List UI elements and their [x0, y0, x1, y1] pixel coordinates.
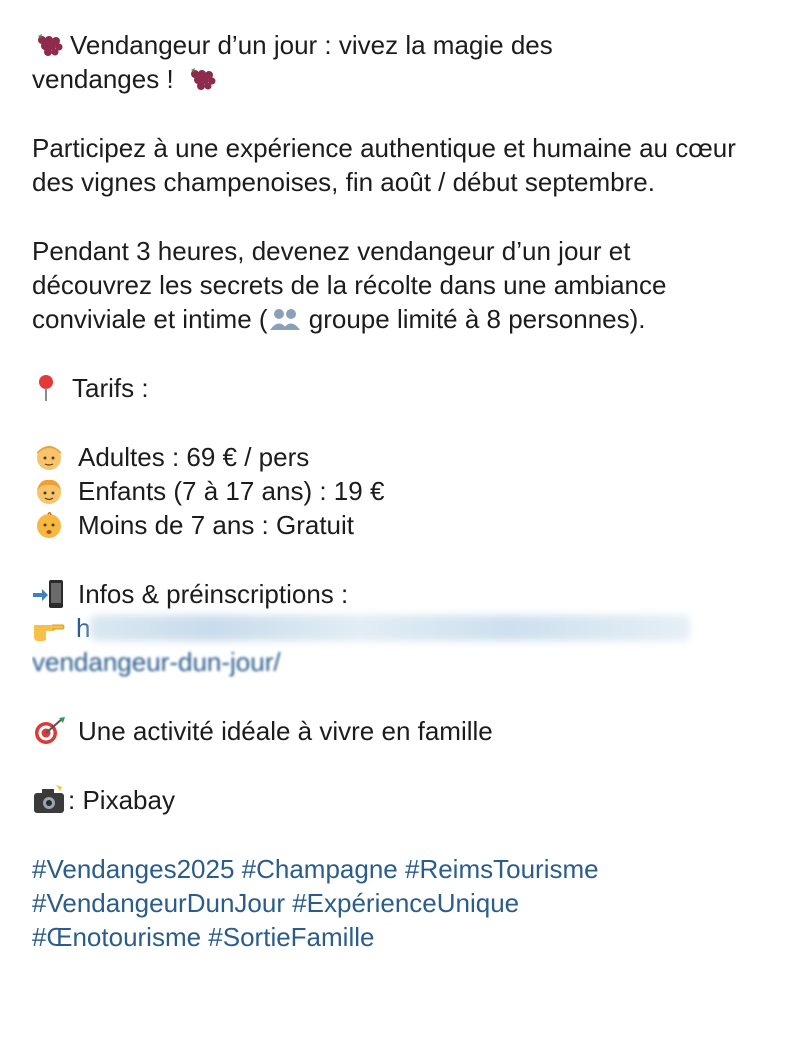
pointing-hand-icon: [32, 613, 66, 643]
mobile-arrow-icon: [32, 579, 66, 609]
grapes-icon: [185, 66, 219, 92]
hashtags: [32, 852, 752, 954]
hashtag-line-3[interactable]: #Œnotourisme #SortieFamille: [32, 922, 375, 952]
photo-credit: : Pixabay: [32, 783, 752, 817]
adult-face-icon: [32, 442, 66, 472]
price-row-adults: Adultes : 69 € / pers: [32, 440, 752, 474]
tarifs-heading: Tarifs :: [32, 371, 752, 405]
pushpin-icon: [32, 373, 60, 403]
post-body: [32, 28, 752, 954]
redacted-url: [90, 615, 690, 641]
target-icon: [32, 716, 66, 746]
camera-flash-icon: [32, 785, 66, 815]
price-row-children: Enfants (7 à 17 ans) : 19 €: [32, 474, 752, 508]
details-paragraph: Pendant 3 heures, devenez vendangeur d’un jour et découvrez les secrets de la récolte dans une ambiance conviviale et intime ( groupe limité à 8 personnes).: [32, 236, 667, 334]
activity-line: Une activité idéale à vivre en famille: [32, 714, 752, 748]
infos-heading: Infos & préinscriptions :: [32, 577, 752, 611]
registration-link[interactable]: [32, 611, 752, 645]
title-line-1: Vendangeur d’un jour : vivez la magie des: [70, 30, 553, 60]
title-line-2: vendanges !: [32, 64, 174, 94]
link-prefix[interactable]: h: [76, 613, 91, 643]
hashtag-line-1[interactable]: #Vendanges2025 #Champagne #ReimsTourisme: [32, 854, 599, 884]
link-tail[interactable]: vendangeur-dun-jour/: [32, 647, 281, 677]
post-title: [32, 28, 752, 96]
child-face-icon: [32, 476, 66, 506]
hashtag-line-2[interactable]: #VendangeurDunJour #ExpérienceUnique: [32, 888, 520, 918]
baby-face-icon: [32, 510, 66, 540]
intro-paragraph: Participez à une expérience authentique et humaine au cœur des vignes champenoises, fin août / début septembre.: [32, 133, 736, 197]
grapes-icon: [32, 32, 66, 58]
group-icon: [268, 306, 302, 332]
price-row-under-7: Moins de 7 ans : Gratuit: [32, 508, 752, 542]
